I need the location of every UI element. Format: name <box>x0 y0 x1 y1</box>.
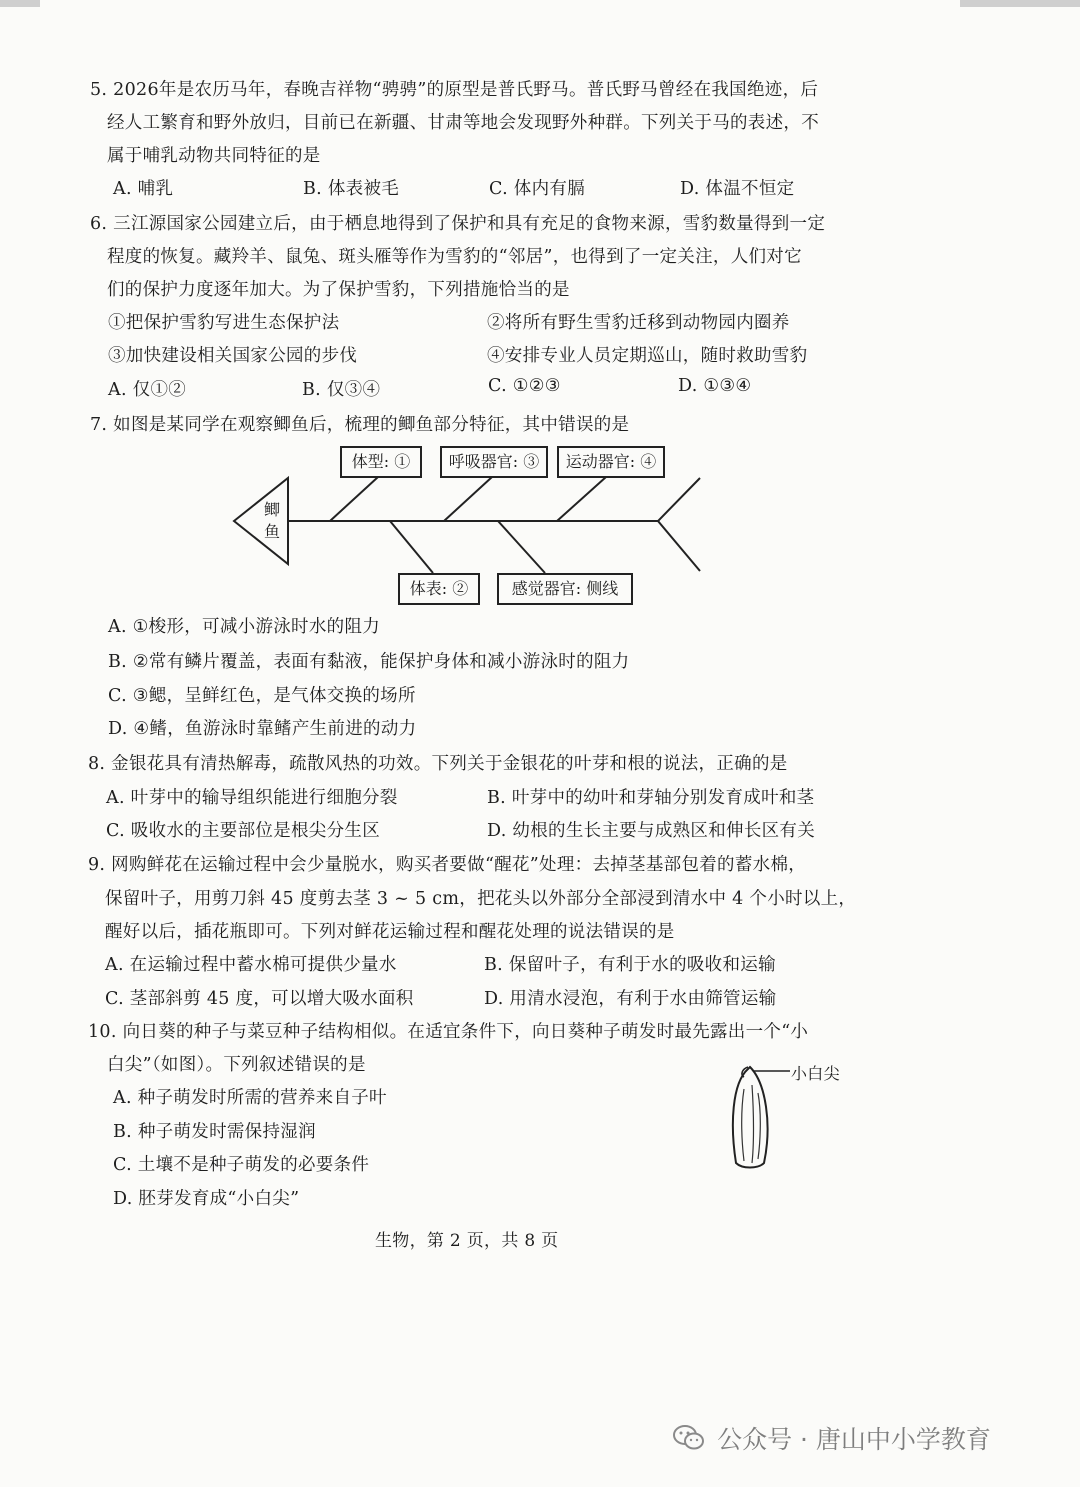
wechat-icon <box>672 1423 706 1453</box>
q6-item-3: ③加快建设相关国家公园的步伐 <box>108 346 358 366</box>
q6-line1: 6. 三江源国家公园建立后，由于栖息地得到了保护和具有充足的食物来源，雪豹数量得到一定 <box>90 214 826 234</box>
box-respiratory: 呼吸器官: ③ <box>440 446 548 478</box>
q10-option-c: C. 土壤不是种子萌发的必要条件 <box>113 1155 370 1175</box>
box-sense: 感觉器官: 侧线 <box>497 573 633 605</box>
box-locomotion: 运动器官: ④ <box>557 446 665 478</box>
fish-tail-shape <box>658 478 700 571</box>
bone-body-shape <box>330 477 378 521</box>
q7-option-b: B. ②常有鳞片覆盖，表面有黏液，能保护身体和减小游泳时的阻力 <box>108 652 630 672</box>
q10-option-d: D. 胚芽发育成“小白尖” <box>113 1189 300 1209</box>
watermark-text: 公众号 · 唐山中小学教育 <box>717 1425 991 1454</box>
bone-respiratory <box>444 477 492 521</box>
q9-option-a: A. 在运输过程中蓄水棉可提供少量水 <box>105 955 397 975</box>
q8-option-c: C. 吸收水的主要部位是根尖分生区 <box>106 821 380 841</box>
q5-option-a: A. 哺乳 <box>113 179 174 199</box>
q9-option-c: C. 茎部斜剪 45 度，可以增大吸水面积 <box>105 989 414 1009</box>
q8-option-a: A. 叶芽中的输导组织能进行细胞分裂 <box>106 788 398 808</box>
q5-option-b: B. 体表被毛 <box>303 179 400 199</box>
q8-option-d: D. 幼根的生长主要与成熟区和伸长区有关 <box>487 821 816 841</box>
q5-option-d: D. 体温不恒定 <box>680 179 795 199</box>
q6-item-2: ②将所有野生雪豹迁移到动物园内圈养 <box>487 313 790 333</box>
q8-option-b: B. 叶芽中的幼叶和芽轴分别发育成叶和茎 <box>487 788 815 808</box>
fish-head-char-1: 鲫 <box>263 500 280 519</box>
q9-option-d: D. 用清水浸泡，有利于水由筛管运输 <box>484 989 777 1009</box>
q10-line2: 白尖”（如图）。下列叙述错误的是 <box>107 1055 366 1075</box>
q7-option-c: C. ③鳃，呈鲜红色，是气体交换的场所 <box>108 686 416 706</box>
bone-surface <box>390 521 433 573</box>
q6-option-d: D. ①③④ <box>678 376 752 396</box>
q9-option-b: B. 保留叶子，有利于水的吸收和运输 <box>484 955 776 975</box>
fish-head-char-2: 鱼 <box>263 522 280 541</box>
fish-head-label <box>263 499 281 543</box>
bone-sense <box>498 521 545 573</box>
q5-line2: 经人工繁育和野外放归，目前已在新疆、甘肃等地会发现野外种群。下列关于马的表述，不 <box>107 113 819 133</box>
q6-item-4: ④安排专业人员定期巡山，随时救助雪豹 <box>487 346 808 366</box>
q6-item-1: ①把保护雪豹写进生态保护法 <box>108 313 340 333</box>
q5-line3: 属于哺乳动物共同特征的是 <box>107 146 321 166</box>
bone-locomotion <box>557 477 606 521</box>
q8-line1: 8. 金银花具有清热解毒，疏散风热的功效。下列关于金银花的叶芽和根的说法，正确的是 <box>88 754 788 774</box>
q6-option-b: B. 仅③④ <box>302 380 381 400</box>
box-body-shape: 体型: ① <box>340 446 422 478</box>
q10-line1: 10. 向日葵的种子与菜豆种子结构相似。在适宜条件下，向日葵种子萌发时最先露出一个“小 <box>88 1022 809 1042</box>
seed-label: 小白尖 <box>791 1064 840 1083</box>
q6-line3: 们的保护力度逐年加大。为了保护雪豹，下列措施恰当的是 <box>107 280 570 300</box>
q7-option-d: D. ④鳍，鱼游泳时靠鳍产生前进的动力 <box>108 719 417 739</box>
q9-line3: 醒好以后，插花瓶即可。下列对鲜花运输过程和醒花处理的说法错误的是 <box>105 922 675 942</box>
q7-line1: 7. 如图是某同学在观察鲫鱼后，梳理的鲫鱼部分特征，其中错误的是 <box>90 415 630 435</box>
q10-option-b: B. 种子萌发时需保持湿润 <box>113 1122 316 1142</box>
q6-option-c: C. ①②③ <box>488 376 561 396</box>
page-footer: 生物，第 2 页，共 8 页 <box>375 1231 559 1251</box>
watermark <box>672 1420 991 1456</box>
q5-line1: 5. 2026年是农历马年，春晚吉祥物“骋骋”的原型是普氏野马。普氏野马曾经在我国绝迹，后 <box>90 80 819 100</box>
q9-line2: 保留叶子，用剪刀斜 45 度剪去茎 3 ~ 5 cm，把花头以外部分全部浸到清水中 4 个小时以上， <box>105 889 857 909</box>
q10-option-a: A. 种子萌发时所需的营养来自子叶 <box>113 1088 387 1108</box>
box-surface: 体表: ② <box>398 573 480 605</box>
q5-option-c: C. 体内有膈 <box>489 179 585 199</box>
fishbone-diagram <box>0 0 1080 620</box>
q9-line1: 9. 网购鲜花在运输过程中会少量脱水，购买者要做“醒花”处理：去掉茎基部包着的蓄水棉， <box>88 855 807 875</box>
q7-option-a: A. ①梭形，可减小游泳时水的阻力 <box>108 617 381 637</box>
q6-line2: 程度的恢复。藏羚羊、鼠兔、斑头雁等作为雪豹的“邻居”，也得到了一定关注，人们对它 <box>107 247 802 267</box>
q6-option-a: A. 仅①② <box>108 380 187 400</box>
